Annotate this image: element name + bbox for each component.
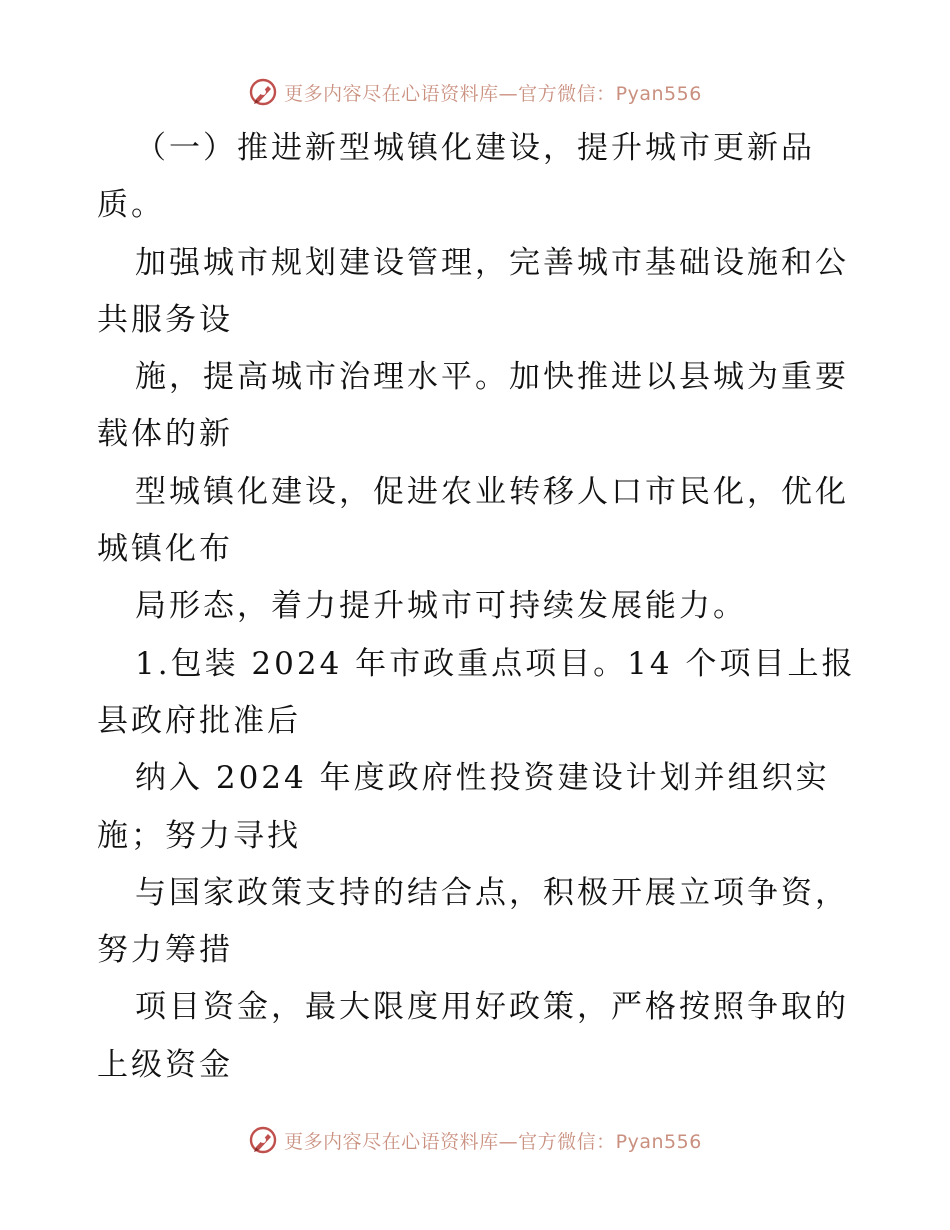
text-line: 与国家政策支持的结合点，积极开展立项争资， [135,874,849,911]
document-body [97,120,857,1094]
text-line: 施，提高城市治理水平。加快推进以县城为重要 [135,359,849,396]
text-line: 上级资金 [97,1046,233,1083]
pen-logo-icon [248,1125,278,1155]
text-line: 局形态，着力提升城市可持续发展能力。 [135,588,747,625]
text-line: 纳入 2024 年度政府性投资建设计划并组织实 [135,760,830,797]
text-line: （一）推进新型城镇化建设，提升城市更新品 [135,130,815,166]
text-line: 施；努力寻找 [97,817,301,854]
pen-logo-icon [248,77,278,107]
text-line: 县政府批准后 [97,702,301,739]
text-line: 载体的新 [97,416,233,453]
footer-banner [0,1120,950,1160]
text-line: 质。 [97,187,165,224]
text-line: 努力筹措 [97,932,233,969]
header-banner-text: 更多内容尽在心语资料库—官方微信：Pyan556 [284,82,702,105]
text-line: 共服务设 [97,301,233,338]
text-line: 加强城市规划建设管理，完善城市基础设施和公 [135,244,849,281]
text-line: 型城镇化建设，促进农业转移人口市民化，优化 [135,473,849,510]
text-line: 城镇化布 [97,531,233,568]
header-banner [0,72,950,112]
text-line: 项目资金，最大限度用好政策，严格按照争取的 [135,989,849,1026]
text-line: 1.包装 2024 年市政重点项目。14 个项目上报 [135,645,856,682]
footer-banner-text: 更多内容尽在心语资料库—官方微信：Pyan556 [284,1130,702,1153]
